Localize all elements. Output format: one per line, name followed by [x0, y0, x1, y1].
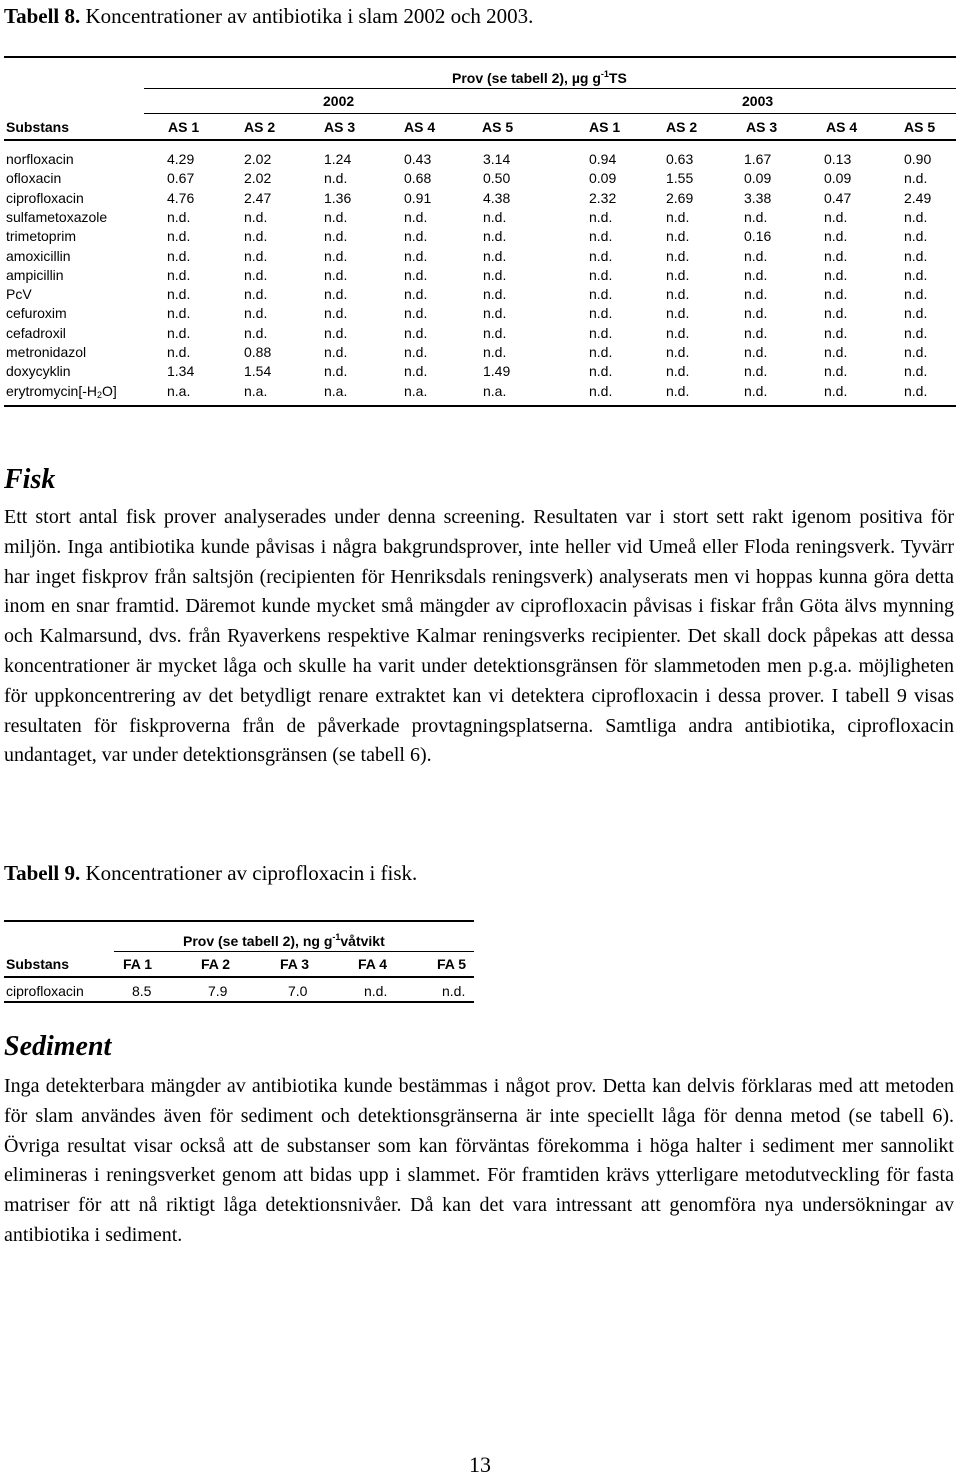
table8-cell: n.d. [744, 266, 768, 283]
table8-col-header: AS 1 [168, 119, 200, 135]
table8-row-name: doxycyklin [6, 363, 71, 380]
table8-cell: 2.02 [244, 151, 272, 167]
table8-cell: n.d. [324, 286, 348, 303]
table9-header-rule [114, 951, 474, 952]
table8-cell: 2.47 [244, 189, 272, 206]
table8-cell: n.d. [483, 286, 507, 303]
table8-row-name: amoxicillin [6, 247, 71, 264]
table8-cell: n.d. [404, 286, 428, 303]
table8-bottom-rule [4, 405, 956, 407]
table8-row-name: PcV [6, 286, 32, 303]
table8-cell: 4.38 [483, 189, 511, 206]
table9-bottom-rule [4, 1001, 474, 1003]
table8-cell: n.d. [904, 324, 928, 341]
table8-cell: n.d. [744, 382, 768, 399]
page-number: 13 [469, 1452, 491, 1477]
table8-cell: 4.29 [167, 151, 195, 167]
table8-row-name: cefadroxil [6, 324, 66, 341]
table8-cell: n.d. [824, 382, 848, 399]
table8-cell: n.d. [324, 344, 348, 360]
table8-cell: n.d. [404, 344, 428, 360]
table8-cell: 0.90 [904, 151, 932, 167]
table8-cell: n.d. [244, 228, 268, 245]
table8-cell: n.d. [824, 266, 848, 283]
table8-cell: n.d. [244, 247, 268, 264]
table8-cell: n.d. [404, 324, 428, 341]
table8-cell: n.d. [589, 344, 613, 360]
table9-col-header: FA 1 [123, 956, 153, 972]
table8-cell: 0.63 [666, 151, 694, 167]
table8-cell: n.d. [824, 305, 848, 322]
table8-row-name: sulfametoxazole [6, 208, 108, 225]
table8-substans-header: Substans [6, 119, 70, 135]
table8-row-name: norfloxacin [6, 151, 74, 167]
table8-cell: n.d. [324, 170, 348, 187]
table9-cell: 8.5 [132, 983, 152, 999]
table8-cell: n.d. [167, 344, 191, 360]
table8-cell: n.d. [324, 324, 348, 341]
table8-cell: 0.67 [167, 170, 195, 187]
table9-caption [4, 861, 417, 886]
table9-col-header: FA 3 [280, 956, 310, 972]
table8-col-header: AS 3 [324, 119, 356, 135]
table8-cell: n.d. [824, 324, 848, 341]
table8-cell: 2.32 [589, 189, 617, 206]
table8-cell: n.d. [589, 382, 613, 399]
table8-cell: n.d. [483, 247, 507, 264]
table9-caption-text: Koncentrationer av ciprofloxacin i fisk. [85, 861, 418, 885]
table8-row-name: trimetoprim [6, 228, 77, 245]
table9-col-header: FA 2 [201, 956, 231, 972]
table8-sample-header: Prov (se tabell 2), µg $g^{-1}TS$ [452, 69, 627, 86]
table9-cell: 7.0 [288, 983, 308, 999]
table8-cell: 2.02 [244, 170, 272, 187]
table8-cell: n.d. [744, 324, 768, 341]
table8-cell: n.a. [324, 382, 348, 399]
table8-cell: n.d. [324, 266, 348, 283]
table8-row-name: ofloxacin [6, 170, 62, 187]
table9-col-header: FA 5 [437, 956, 467, 972]
table8-cell: 0.13 [824, 151, 852, 167]
table8-cell: 0.88 [244, 344, 272, 360]
fisk-heading: Fisk [4, 464, 56, 495]
table8-cell: 0.16 [744, 228, 772, 245]
table8-cell: 0.68 [404, 170, 432, 187]
table8-cell: 0.94 [589, 151, 617, 167]
table8-cell: n.d. [904, 305, 928, 322]
table8-cell: n.d. [824, 228, 848, 245]
table9-cell: n.d. [442, 983, 466, 999]
table8-col-header: AS 2 [244, 119, 276, 135]
table8-cell: n.d. [904, 247, 928, 264]
table8-row-name: ciprofloxacin [6, 189, 84, 206]
table8-cell: n.d. [483, 208, 507, 225]
table8-cell: 0.47 [824, 189, 852, 206]
table8-cell: n.d. [904, 363, 928, 380]
table8-cell: n.d. [589, 363, 613, 380]
table8-cell: n.d. [244, 324, 268, 341]
table8-cell: n.d. [483, 324, 507, 341]
table8-cell: n.d. [589, 286, 613, 303]
table8-cell: 3.14 [483, 151, 511, 167]
table8-cell: n.d. [244, 208, 268, 225]
table8-cell: 0.09 [824, 170, 852, 187]
table8-cell: n.d. [483, 344, 507, 360]
table8-caption-label: Tabell 8. [4, 4, 81, 28]
table8-cell: n.d. [324, 228, 348, 245]
table8-row-name: ampicillin [6, 266, 64, 283]
table8-cell: n.d. [324, 247, 348, 264]
table8-col-header: AS 4 [826, 119, 858, 135]
year-2002-header: 2002 [323, 93, 355, 109]
table8-cell: 1.24 [324, 151, 352, 167]
table8-col-header: AS 5 [904, 119, 936, 135]
table8-cell: 2.49 [904, 189, 932, 206]
table8-cell: n.d. [167, 305, 191, 322]
table8-cell: n.d. [404, 228, 428, 245]
table8-cell: n.d. [744, 286, 768, 303]
table8-caption [4, 4, 533, 29]
table8-cell: n.a. [167, 382, 191, 399]
table8-col-header: AS 5 [482, 119, 514, 135]
table8-cell: n.d. [824, 247, 848, 264]
table8-cell: 0.50 [483, 170, 511, 187]
table8-col-header: AS 2 [666, 119, 698, 135]
table8-cell: n.d. [167, 228, 191, 245]
table8-cell: n.d. [744, 247, 768, 264]
table8-cell: n.d. [404, 208, 428, 225]
sediment-paragraph-text: Inga detekterbara mängder av antibiotika kunde bestämmas i något prov. Detta kan delvis förklaras med att metoden för slam användes även för sediment och detektionsgränserna är inte speciellt låga för denna metod (se tabell 6). Övriga resultat visar också att de substanser som kan förväntas förekomma i höga halter i sediment mer sannolikt elimineras i reningsverket genom att bidas upp i slammet. För framtiden krävs ytterligare metodutveckling för fasta matriser för att nå riktigt låga detektionsnivåer. Då kan det vara intressant att genomföra nya undersökningar av antibiotika i sediment. [4, 1075, 954, 1246]
table9-sample-header: Prov (se tabell 2), ng $g^{-1}våtvikt$ [183, 932, 385, 949]
table8-cell: n.d. [744, 208, 768, 225]
table8-cell: n.d. [824, 208, 848, 225]
table9-substans-header: Substans [6, 956, 70, 972]
table8-cell: n.d. [167, 247, 191, 264]
table8-cell: n.d. [666, 305, 690, 322]
table8-cell: 1.49 [483, 363, 511, 380]
table8-cell: n.d. [666, 363, 690, 380]
table8-cell: 1.34 [167, 363, 195, 380]
table8-col-header: AS 4 [404, 119, 436, 135]
sediment-heading: Sediment [4, 1031, 112, 1062]
table8-cell: 1.54 [244, 363, 272, 380]
table8-cell: n.d. [666, 324, 690, 341]
table8-row-name: metronidazol [6, 344, 87, 360]
table8-column-rule [4, 139, 956, 141]
table8-cell: n.d. [483, 266, 507, 283]
table8-col-header: AS 3 [746, 119, 778, 135]
table8-cell: 1.55 [666, 170, 694, 187]
table8-cell: n.d. [589, 266, 613, 283]
table8-cell: n.d. [324, 363, 348, 380]
table8-cell: n.d. [666, 247, 690, 264]
table8-cell: 0.43 [404, 151, 432, 167]
table8-row-name: cefuroxim [6, 305, 67, 322]
table8-cell: n.d. [589, 305, 613, 322]
table8-cell: n.d. [666, 228, 690, 245]
year-2003-header: 2003 [742, 93, 774, 109]
table8-col-header: AS 1 [589, 119, 621, 135]
table8-cell: n.d. [589, 228, 613, 245]
table9-top-rule [4, 920, 474, 922]
fisk-paragraph [4, 503, 954, 771]
table8-caption-text: Koncentrationer av antibiotika i slam 2002 och 2003. [85, 4, 534, 28]
table8-cell: n.d. [744, 305, 768, 322]
table8-cell: n.d. [244, 305, 268, 322]
table8-cell: n.d. [483, 305, 507, 322]
table8-cell: n.d. [904, 170, 928, 187]
table8-cell: n.d. [589, 208, 613, 225]
table8-cell: 0.09 [744, 170, 772, 187]
table9-cell: n.d. [364, 983, 388, 999]
table8-cell: n.d. [904, 382, 928, 399]
table8-cell: n.d. [904, 286, 928, 303]
table8-cell: n.d. [904, 344, 928, 360]
table8-cell: n.d. [904, 208, 928, 225]
fisk-paragraph-text: Ett stort antal fisk prover analyserades under denna screening. Resultaten var i stort sett rakt igenom positiva för miljön. Inga antibiotika kunde påvisas i några bakgrundsprover, inte heller vid Umeå eller Floda reningsverk. Tyvärr har inget fiskprov från saltsjön (recipienten för Henriksdals reningsverk) analyserats men vi hoppas kunna göra detta inom en snar framtid. Däremot kunde mycket små mängder av ciprofloxacin påvisas i fiskar från Göta älvs mynning och Kalmarsund, dvs. från Ryaverkens respektive Kalmar reningsverks recipienter. Det skall dock påpekas att dessa koncentrationer är mycket låga och skulle ha varit under detektionsgränsen för slammetoden men p.g.a. möjligheten för uppkoncentrering av det betydligt renare extraktet kan vi detektera ciprofloxacin i dessa prover. I tabell 9 visas resultaten för fiskproverna från de påverkade provtagningsplatserna. Samtliga andra antibiotika, ciprofloxacin undantaget, var under detektionsgränsen (se tabell 6). [4, 506, 954, 767]
table8-year-rule [144, 113, 956, 114]
table8-cell: n.d. [824, 344, 848, 360]
table8-cell: n.d. [904, 266, 928, 283]
table8-cell: n.d. [824, 286, 848, 303]
table8-cell: n.d. [589, 247, 613, 264]
table8-cell: n.d. [824, 363, 848, 380]
table8-cell: n.a. [244, 382, 268, 399]
table8-cell: 4.76 [167, 189, 195, 206]
table8-cell: 0.09 [589, 170, 617, 187]
table8-cell: n.d. [666, 286, 690, 303]
table9-caption-label: Tabell 9. [4, 861, 81, 885]
table8-cell: n.d. [666, 382, 690, 399]
table8-cell: n.d. [324, 208, 348, 225]
table8-cell: n.d. [404, 363, 428, 380]
table8-cell: n.d. [167, 208, 191, 225]
table8-cell: n.a. [483, 382, 507, 399]
table8-header-rule [144, 88, 956, 89]
table8-cell: n.a. [404, 382, 428, 399]
table9-cell: 7.9 [208, 983, 228, 999]
table8-cell: n.d. [404, 305, 428, 322]
table9-col-header: FA 4 [358, 956, 388, 972]
table8-cell: n.d. [244, 266, 268, 283]
table8-cell: n.d. [666, 266, 690, 283]
table8-cell: n.d. [666, 208, 690, 225]
table8-cell: 2.69 [666, 189, 694, 206]
table9-row-name: ciprofloxacin [6, 983, 84, 999]
table8-cell: n.d. [404, 247, 428, 264]
table8-cell: n.d. [324, 305, 348, 322]
table8-cell: n.d. [167, 324, 191, 341]
table8-cell: n.d. [744, 344, 768, 360]
table8-cell: 0.91 [404, 189, 432, 206]
table8-cell: n.d. [404, 266, 428, 283]
table9-column-rule [4, 976, 474, 978]
table8-cell: n.d. [167, 286, 191, 303]
table8-row-name: $erytromycin[-H_2O]$ [6, 382, 117, 400]
table8-cell: 1.36 [324, 189, 352, 206]
table8-cell: n.d. [904, 228, 928, 245]
table8-cell: 3.38 [744, 189, 772, 206]
table8-cell: n.d. [589, 324, 613, 341]
table8-cell: n.d. [666, 344, 690, 360]
table8-cell: n.d. [483, 228, 507, 245]
table8-top-rule [4, 56, 956, 58]
table8-cell: n.d. [744, 363, 768, 380]
table8-cell: n.d. [167, 266, 191, 283]
table8-cell: 1.67 [744, 151, 772, 167]
table8-cell: n.d. [244, 286, 268, 303]
sediment-paragraph [4, 1072, 954, 1251]
